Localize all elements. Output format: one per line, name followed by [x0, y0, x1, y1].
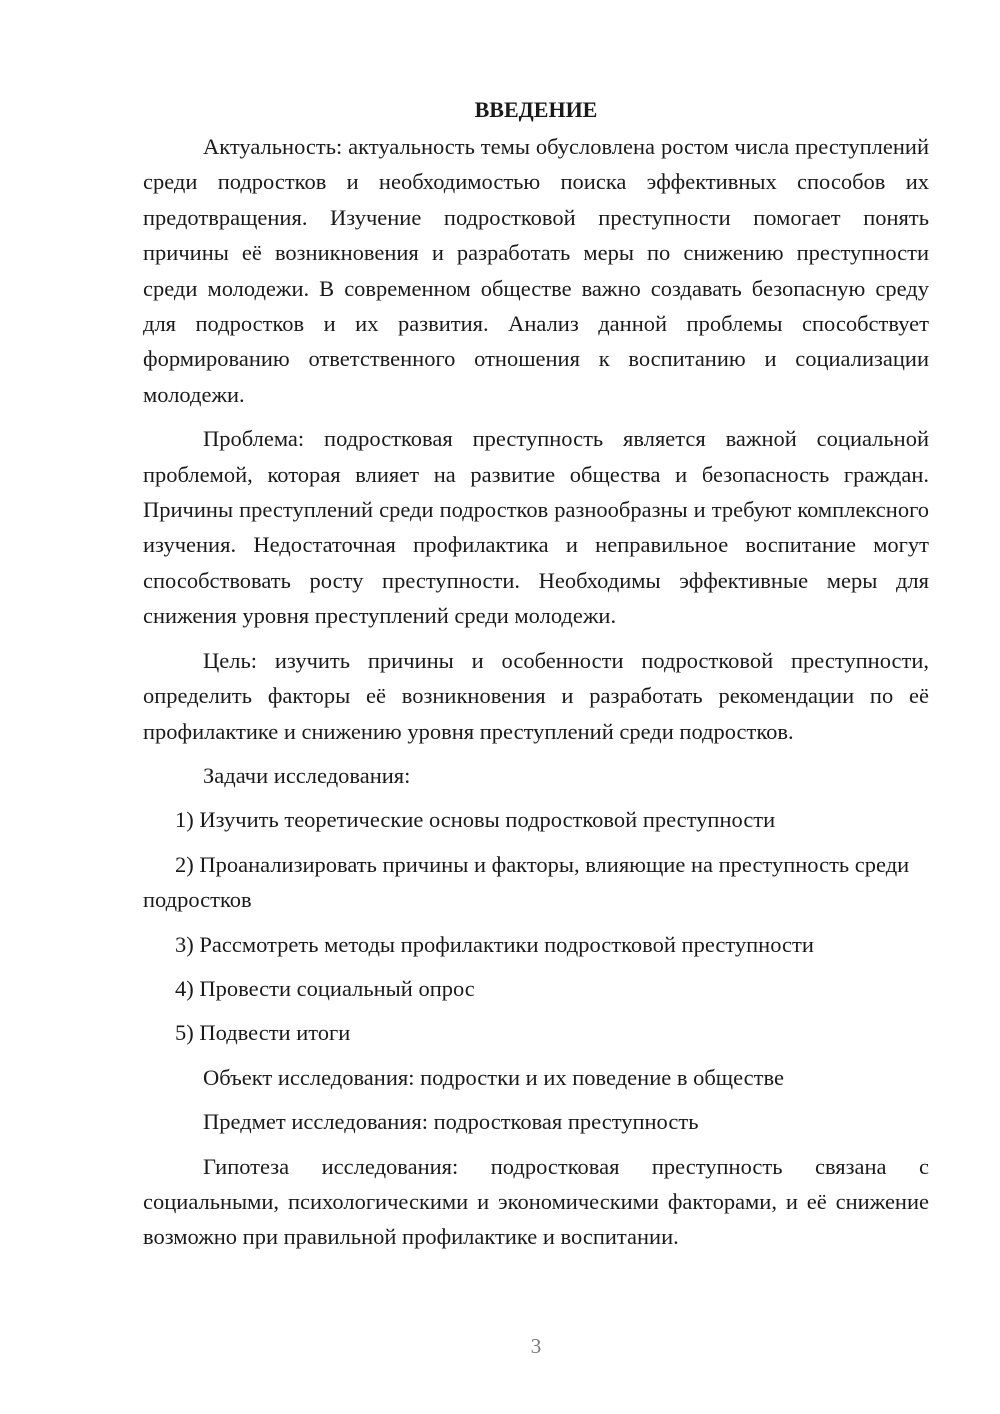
research-object: Объект исследования: подростки и их поведение в обществе [203, 1064, 784, 1090]
section-title: ВВЕДЕНИЕ [474, 97, 598, 122]
goal-paragraph: Цель: изучить причины и особенности подростковой преступности, определить факторы её возникновения и разработать рекомендации по её профилактике и снижению уровня преступлений среди подростков. [143, 647, 929, 744]
problem-paragraph: Проблема: подростковая преступность является важной социальной проблемой, которая влияет на развитие общества и безопасность граждан. Причины преступлений среди подростков разнообразны и требуют комплексного изучения. Недостаточная профилактика и неправильное воспитание могут способствовать росту преступности. Необходимы эффективные меры для снижения уровня преступлений среди молодежи. [143, 426, 929, 629]
task-item-5: 5) Подвести итоги [175, 1020, 351, 1046]
relevance-paragraph: Актуальность: актуальность темы обусловлена ростом числа преступлений среди подростков и необходимостью поиска эффективных способов их предотвращения. Изучение подростковой преступности помогает понять причины её возникновения и разработать меры по снижению преступности среди молодежи. В современном обществе важно создавать безопасную среду для подростков и их развития. Анализ данной проблемы способствует формированию ответственного отношения к воспитанию и социализации молодежи. [143, 134, 929, 407]
task-item-2: 2) Проанализировать причины и факторы, влияющие на преступность среди подростков [143, 851, 910, 913]
research-subject: Предмет исследования: подростковая преступность [203, 1109, 699, 1135]
task-item-3: 3) Рассмотреть методы профилактики подростковой преступности [175, 931, 814, 957]
page-number: 3 [530, 1334, 542, 1358]
hypothesis-paragraph: Гипотеза исследования: подростковая преступность связана с социальными, психологическими и экономическими факторами, и её снижение возможно при правильной профилактике и воспитании. [143, 1153, 929, 1250]
task-item-4: 4) Провести социальный опрос [175, 975, 475, 1001]
tasks-heading: Задачи исследования: [203, 762, 411, 788]
document-page [143, 94, 929, 1264]
task-item-1: 1) Изучить теоретические основы подростковой преступности [175, 807, 776, 833]
